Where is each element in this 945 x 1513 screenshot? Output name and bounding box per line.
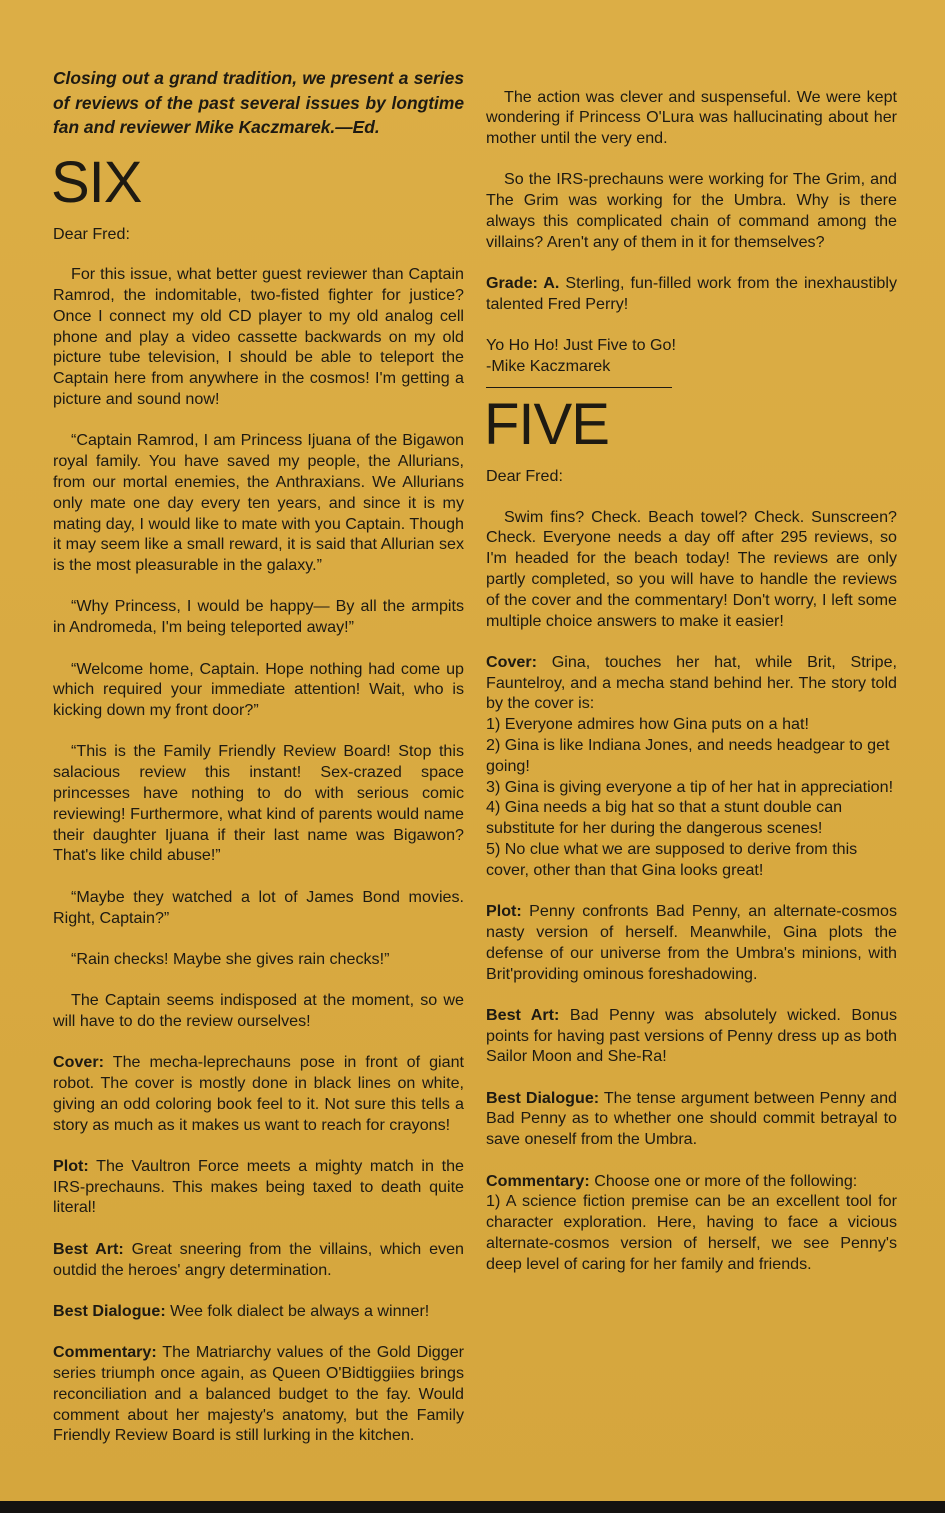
- section-heading-six: SIX: [51, 149, 142, 215]
- commentary-option: 1) A science fiction premise can be an excellent tool for character exploration. Here, having to face a vicious alternate-cosmos version of herself, we see Penny's deep level of caring for her family and friends.: [486, 1192, 897, 1273]
- dialogue-label: Best Dialogue:: [53, 1301, 166, 1320]
- review-paragraph: “Why Princess, I would be happy— By all the armpits in Andromeda, I'm being teleported away!”: [53, 597, 464, 637]
- section-heading-five: FIVE: [484, 391, 609, 457]
- commentary-text: The Matriarchy values of the Gold Digger series triumph once again, as Queen O'Bidtiggiies brings reconciliation and a balanced budget to the fay. Would comment about her majesty's anatomy, but the Family Friendly Review Board is still lurking in the kitchen.: [53, 1343, 464, 1445]
- cover-option: 5) No clue what we are supposed to derive from this cover, other than that Gina looks great!: [486, 840, 858, 879]
- review-paragraph: The action was clever and suspenseful. We were kept wondering if Princess O'Lura was hallucinating about her mother until the very end.: [486, 87, 897, 148]
- grade-review-text: Sterling, fun-filled work from the inexhaustibly talented Fred Perry!: [486, 274, 898, 313]
- dialogue-review-five-label: Best Dialogue:: [486, 1088, 600, 1107]
- cover-label: Cover:: [53, 1053, 104, 1072]
- cover-review-five-text: Gina, touches her hat, while Brit, Stripe, Fauntelroy, and a mecha stand behind her. The story told by the cover is:: [486, 652, 897, 713]
- left-column: [53, 66, 464, 1446]
- page-bottom-edge: [0, 1501, 945, 1513]
- cover-option: 2) Gina is like Indiana Jones, and needs headgear to get going!: [486, 736, 890, 775]
- salutation: Dear Fred:: [486, 466, 563, 485]
- art-label: Best Art:: [53, 1239, 124, 1258]
- review-paragraph: “This is the Family Friendly Review Board! Stop this salacious review this instant! Sex-crazed space princesses have nothing to do with serious comic reviewing! Furthermore, what kind of parents would name their daughter Ijuana if their last name was Bigawon? That's like child abuse!”: [53, 742, 464, 865]
- cover-option: 3) Gina is giving everyone a tip of her hat in appreciation!: [486, 777, 894, 796]
- cover-review-five-label: Cover:: [486, 652, 537, 671]
- editor-intro: Closing out a grand tradition, we present a series of reviews of the past several issues by longtime fan and reviewer Mike Kaczmarek.—Ed.: [53, 68, 464, 137]
- art-review-five: [486, 1005, 897, 1067]
- cover-option: 4) Gina needs a big hat so that a stunt double can substitute for her during the dangerous scenes!: [486, 798, 843, 838]
- dialogue-review: [53, 1301, 464, 1322]
- dialogue-review-five-text: The tense argument between Penny and Bad Penny as to whether one should commit betrayal to save oneself from the Umbra.: [486, 1088, 897, 1149]
- art-review-five-text: Bad Penny was absolutely wicked. Bonus points for having past versions of Penny dress up as both Sailor Moon and She-Ra!: [486, 1005, 897, 1066]
- dialogue-text: Wee folk dialect be always a winner!: [165, 1301, 430, 1320]
- review-paragraph: “Captain Ramrod, I am Princess Ijuana of the Bigawon royal family. You have saved my people, the Allurians, from our mortal enemies, the Anthraxians. We Allurians only mate one day every ten years, and since it is my mating day, I would like to mate with you Captain. Though it may seem like a small reward, it is said that Allurian sex is the most pleasurable in the galaxy.”: [53, 431, 464, 575]
- commentary-review-five: [486, 1171, 897, 1192]
- art-review: [53, 1239, 464, 1281]
- review-paragraph: Swim fins? Check. Beach towel? Check. Sunscreen? Check. Everyone needs a day off after 295 reviews, so I'm headed for the beach today! The reviews are only partly completed, so you will have to handle the reviews of the cover and the commentary! Don't worry, I left some multiple choice answers to make it easier!: [486, 507, 897, 630]
- review-paragraph: “Rain checks! Maybe she gives rain checks!”: [71, 949, 390, 968]
- plot-label: Plot:: [53, 1156, 89, 1175]
- review-paragraph: “Welcome home, Captain. Hope nothing had come up which required your immediate attention! Wait, who is kicking down my front door?”: [53, 659, 464, 720]
- commentary-review-five-text: Choose one or more of the following:: [589, 1171, 858, 1190]
- grade-review: [486, 273, 897, 315]
- plot-review-five-text: Penny confronts Bad Penny, an alternate-cosmos nasty version of herself. Meanwhile, Gina plots the defense of our universe from the Umbra's minions, with Brit'providing ominous foreshadowing.: [486, 902, 897, 983]
- signoff: Yo Ho Ho! Just Five to Go!: [486, 336, 676, 355]
- review-paragraph: For this issue, what better guest reviewer than Captain Ramrod, the indomitable, two-fisted fighter for justice? Once I connect my old CD player to my old analog cell phone and play a video cassette backwards on my old picture tube television, I should be able to teleport the Captain here from anywhere in the cosmos! I'm getting a picture and sound now!: [53, 265, 464, 409]
- plot-review-five-label: Plot:: [486, 902, 522, 921]
- commentary-review-five-label: Commentary:: [486, 1171, 590, 1190]
- review-paragraph: So the IRS-prechauns were working for The Grim, and The Grim was working for the Umbra. Why is there always this complicated chain of command among the villains? Aren't any of them in it for themselves?: [486, 170, 897, 251]
- grade-review-label: Grade: A.: [486, 274, 560, 293]
- section-divider: [486, 387, 672, 388]
- cover-text: The mecha-leprechauns pose in front of giant robot. The cover is mostly done in black lines on white, giving an odd coloring book feel to it. Not sure this tells a story as much as it makes us want to reach for crayons!: [53, 1053, 464, 1134]
- commentary-review: [53, 1342, 464, 1446]
- plot-text: The Vaultron Force meets a mighty match in the IRS-prechauns. This makes being taxed to death quite literal!: [53, 1156, 464, 1217]
- cover-review: [53, 1052, 464, 1135]
- right-column: [486, 66, 897, 1275]
- art-review-five-label: Best Art:: [486, 1005, 560, 1024]
- signature: -Mike Kaczmarek: [486, 356, 611, 375]
- cover-option: 1) Everyone admires how Gina puts on a hat!: [486, 715, 809, 734]
- dialogue-review-five: [486, 1088, 897, 1150]
- art-text: Great sneering from the villains, which even outdid the heroes' angry determination.: [53, 1239, 464, 1279]
- commentary-label: Commentary:: [53, 1343, 157, 1362]
- salutation: Dear Fred:: [53, 224, 130, 243]
- review-paragraph: “Maybe they watched a lot of James Bond movies. Right, Captain?”: [53, 887, 464, 927]
- plot-review: [53, 1156, 464, 1218]
- cover-review-five: [486, 652, 897, 714]
- plot-review-five: [486, 901, 897, 984]
- review-paragraph: The Captain seems indisposed at the moment, so we will have to do the review ourselves!: [53, 991, 464, 1030]
